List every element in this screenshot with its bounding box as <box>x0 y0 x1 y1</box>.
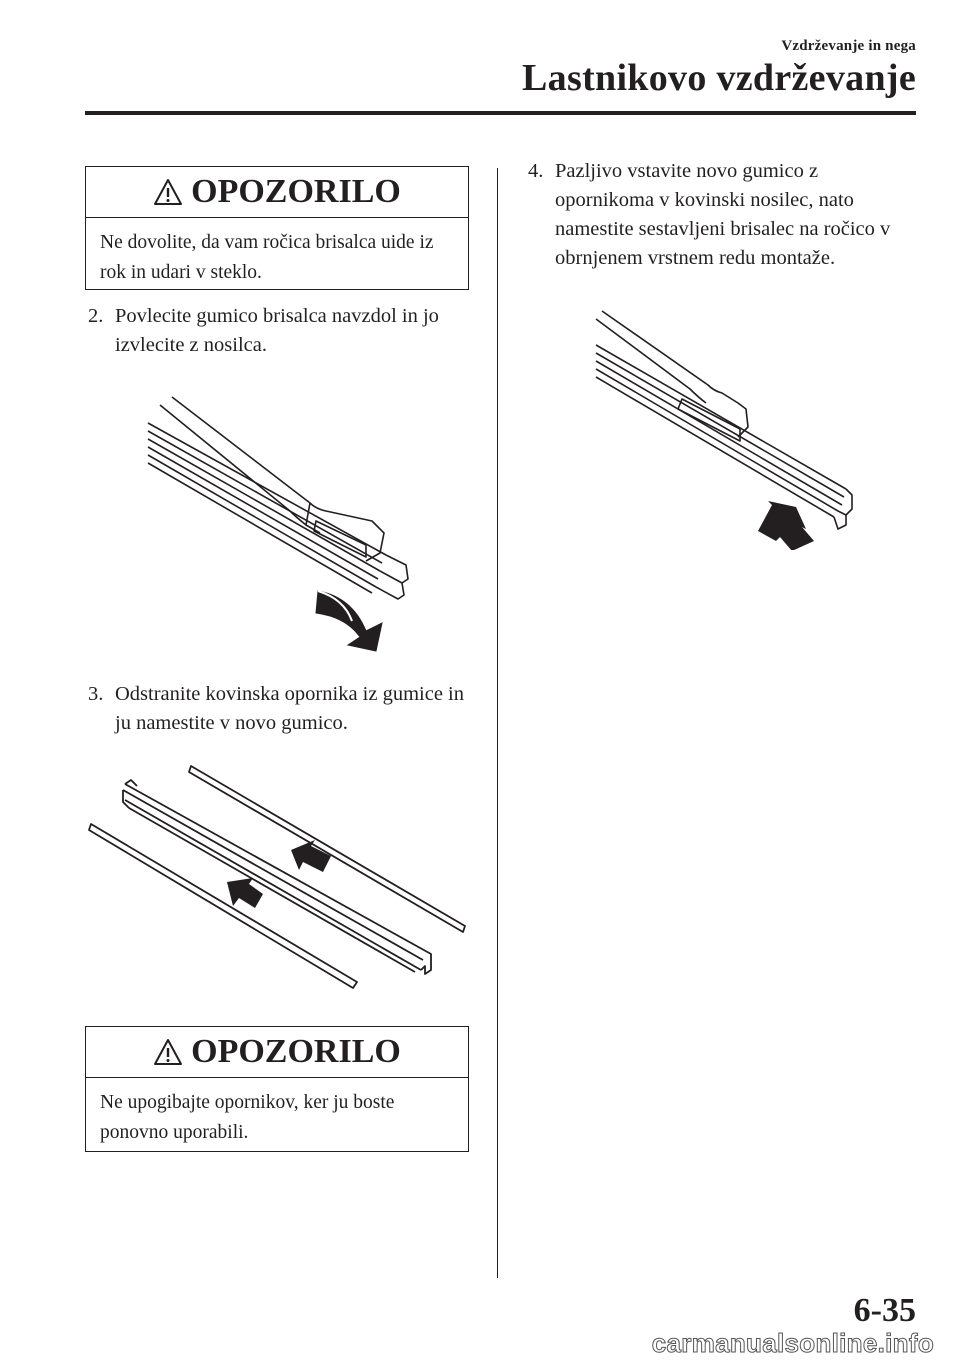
step-number: 3. <box>88 683 104 705</box>
warning-box-2 <box>85 1026 469 1152</box>
warning-title: OPOZORILO <box>191 1033 401 1070</box>
step-text: Povlecite gumico brisalca navzdol in jo izvlecite z nosilca. <box>115 305 439 356</box>
warning-box-1 <box>85 166 469 290</box>
step-number: 2. <box>88 305 104 327</box>
warning-header <box>86 167 468 218</box>
watermark-text: carmanualsonline.info <box>651 1328 934 1358</box>
section-label: Vzdrževanje in nega <box>781 38 916 54</box>
header-rule <box>85 111 916 115</box>
warning-triangle-icon <box>153 1038 183 1066</box>
wiper-blade-removal-illustration <box>140 385 420 660</box>
step-4 <box>528 157 900 273</box>
warning-header <box>86 1027 468 1078</box>
step-text: Pazljivo vstavite novo gumico z opornikoma v kovinski nosilec, nato namestite sestavljeni brisalec na ročico v obrnjenem vrstnem redu montaže. <box>555 160 891 269</box>
step-2 <box>88 302 473 360</box>
insert-arrow-icon <box>758 501 814 550</box>
warning-triangle-icon <box>153 178 183 206</box>
warning-text: Ne dovolite, da vam ročica brisalca uide iz rok in udari v steklo. <box>100 232 434 283</box>
warning-text: Ne upogibajte opornikov, ker ju boste ponovno uporabili. <box>100 1092 395 1143</box>
blade-installation-illustration <box>590 305 860 550</box>
step-number: 4. <box>528 160 544 182</box>
support-insertion-illustration <box>85 760 475 995</box>
warning-title: OPOZORILO <box>191 173 401 210</box>
step-3 <box>88 680 483 738</box>
step-text: Odstranite kovinska opornika iz gumice in ju namestite v novo gumico. <box>115 683 464 734</box>
curved-arrow-icon <box>316 591 382 651</box>
column-divider <box>497 168 498 1278</box>
page-number: 6-35 <box>853 1292 916 1329</box>
chapter-title: Lastnikovo vzdrževanje <box>522 57 916 99</box>
